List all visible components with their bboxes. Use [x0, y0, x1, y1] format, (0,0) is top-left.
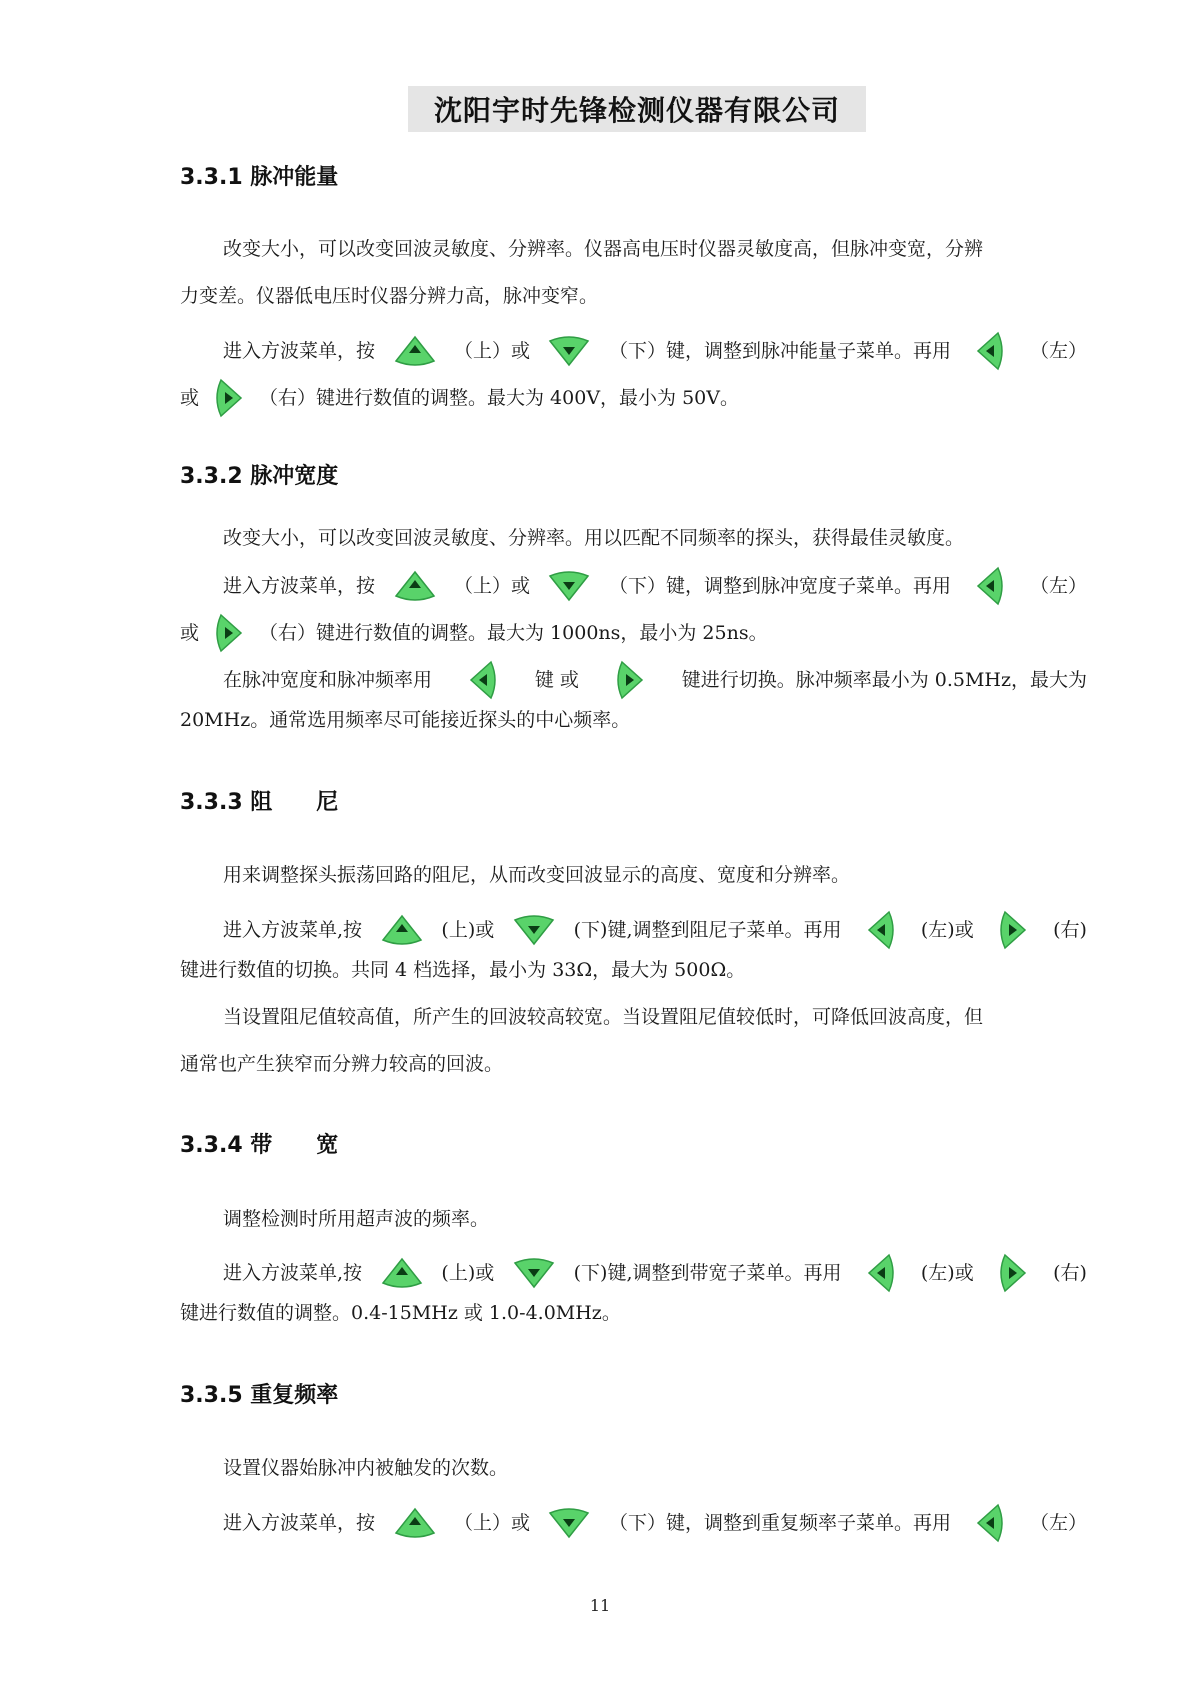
text: 或	[180, 387, 200, 409]
down-arrow-icon	[547, 1503, 591, 1543]
paragraph-line	[223, 1206, 1087, 1232]
text: 进入方波菜单,按	[223, 1262, 363, 1284]
paragraph-line	[223, 862, 1087, 888]
text: 进入方波菜单，按	[223, 575, 376, 597]
text: 设置仪器始脉冲内被触发的次数。	[223, 1457, 509, 1479]
text: （右）键进行数值的调整。最大为 400V，最小为 50V。	[259, 387, 739, 409]
right-arrow-icon	[991, 910, 1035, 950]
text: (右)	[1053, 919, 1087, 941]
paragraph-line	[223, 566, 1087, 606]
text: 当设置阻尼值较高值，所产生的回波较高较宽。当设置阻尼值较低时，可降低回波高度，但	[223, 1006, 984, 1028]
text: （下）键，调整到脉冲宽度子菜单。再用	[608, 575, 951, 597]
left-arrow-icon	[859, 1253, 903, 1293]
text: （左）	[1029, 340, 1087, 362]
up-arrow-icon	[380, 1253, 424, 1293]
text: (右)	[1053, 1262, 1087, 1284]
text: （下）键，调整到脉冲能量子菜单。再用	[608, 340, 951, 362]
paragraph-line	[223, 525, 1087, 551]
text: 键 或	[534, 669, 579, 691]
down-arrow-icon	[547, 331, 591, 371]
text: (下)键,调整到带宽子菜单。再用	[573, 1262, 842, 1284]
section-title-repetition-frequency: 3.3.5 重复频率	[180, 1383, 339, 1408]
text: 在脉冲宽度和脉冲频率用	[223, 669, 433, 691]
paragraph-line	[223, 660, 1087, 700]
right-arrow-icon	[991, 1253, 1035, 1293]
company-name: 沈阳宇时先锋检测仪器有限公司	[433, 94, 840, 127]
paragraph-line	[180, 613, 1087, 653]
left-arrow-icon	[968, 331, 1012, 371]
down-arrow-icon	[512, 910, 556, 950]
section-title-pulse-width: 3.3.2 脉冲宽度	[180, 464, 339, 489]
paragraph-line	[180, 1300, 1087, 1326]
page-number: 11	[589, 1596, 611, 1615]
paragraph-line	[223, 331, 1087, 371]
text: （左）	[1029, 575, 1087, 597]
text: （右）键进行数值的调整。最大为 1000ns，最小为 25ns。	[259, 622, 768, 644]
left-arrow-icon	[461, 660, 505, 700]
paragraph-line	[223, 910, 1087, 950]
text: （上）或	[453, 575, 530, 597]
section-title-bandwidth: 3.3.4 带 宽	[180, 1133, 339, 1158]
text: (下)键,调整到阻尼子菜单。再用	[573, 919, 842, 941]
text: 进入方波菜单,按	[223, 919, 363, 941]
up-arrow-icon	[393, 331, 437, 371]
right-arrow-icon	[608, 660, 652, 700]
up-arrow-icon	[393, 1503, 437, 1543]
paragraph-line	[223, 236, 1087, 262]
text: (上)或	[441, 919, 495, 941]
down-arrow-icon	[512, 1253, 556, 1293]
text: (左)或	[920, 919, 974, 941]
left-arrow-icon	[968, 1503, 1012, 1543]
paragraph-line	[180, 378, 1087, 418]
text: （下）键，调整到重复频率子菜单。再用	[608, 1512, 951, 1534]
text: 键进行切换。脉冲频率最小为 0.5MHz，最大为	[681, 669, 1087, 691]
paragraph-line	[223, 1503, 1087, 1543]
paragraph-line	[223, 1004, 1087, 1030]
paragraph-line	[180, 283, 1087, 309]
company-header	[408, 86, 866, 132]
text: (上)或	[441, 1262, 495, 1284]
left-arrow-icon	[968, 566, 1012, 606]
text: （左）	[1029, 1512, 1087, 1534]
up-arrow-icon	[380, 910, 424, 950]
text: 用来调整探头振荡回路的阻尼，从而改变回波显示的高度、宽度和分辨率。	[223, 864, 851, 886]
down-arrow-icon	[547, 566, 591, 606]
text: 通常也产生狭窄而分辨力较高的回波。	[180, 1053, 504, 1075]
left-arrow-icon	[859, 910, 903, 950]
text: 键进行数值的调整。0.4-15MHz 或 1.0-4.0MHz。	[180, 1302, 621, 1324]
text: (左)或	[920, 1262, 974, 1284]
text: 改变大小，可以改变回波灵敏度、分辨率。仪器高电压时仪器灵敏度高，但脉冲变宽，分辨	[223, 238, 984, 260]
paragraph-line	[180, 1051, 1087, 1077]
paragraph-line	[180, 957, 1087, 983]
paragraph-line	[180, 707, 1087, 733]
text: 键进行数值的切换。共同 4 档选择，最小为 33Ω，最大为 500Ω。	[180, 959, 746, 981]
paragraph-line	[223, 1455, 1087, 1481]
text: （上）或	[453, 1512, 530, 1534]
text: 改变大小，可以改变回波灵敏度、分辨率。用以匹配不同频率的探头，获得最佳灵敏度。	[223, 527, 965, 549]
right-arrow-icon	[207, 613, 251, 653]
section-title-damping: 3.3.3 阻 尼	[180, 790, 339, 815]
right-arrow-icon	[207, 378, 251, 418]
text: 调整检测时所用超声波的频率。	[223, 1208, 490, 1230]
paragraph-line	[223, 1253, 1087, 1293]
text: 进入方波菜单，按	[223, 1512, 376, 1534]
up-arrow-icon	[393, 566, 437, 606]
text: 力变差。仪器低电压时仪器分辨力高，脉冲变窄。	[180, 285, 599, 307]
text: 或	[180, 622, 200, 644]
text: 进入方波菜单，按	[223, 340, 376, 362]
text: 20MHz。通常选用频率尽可能接近探头的中心频率。	[180, 709, 631, 731]
text: （上）或	[453, 340, 530, 362]
section-title-pulse-energy: 3.3.1 脉冲能量	[180, 165, 339, 190]
